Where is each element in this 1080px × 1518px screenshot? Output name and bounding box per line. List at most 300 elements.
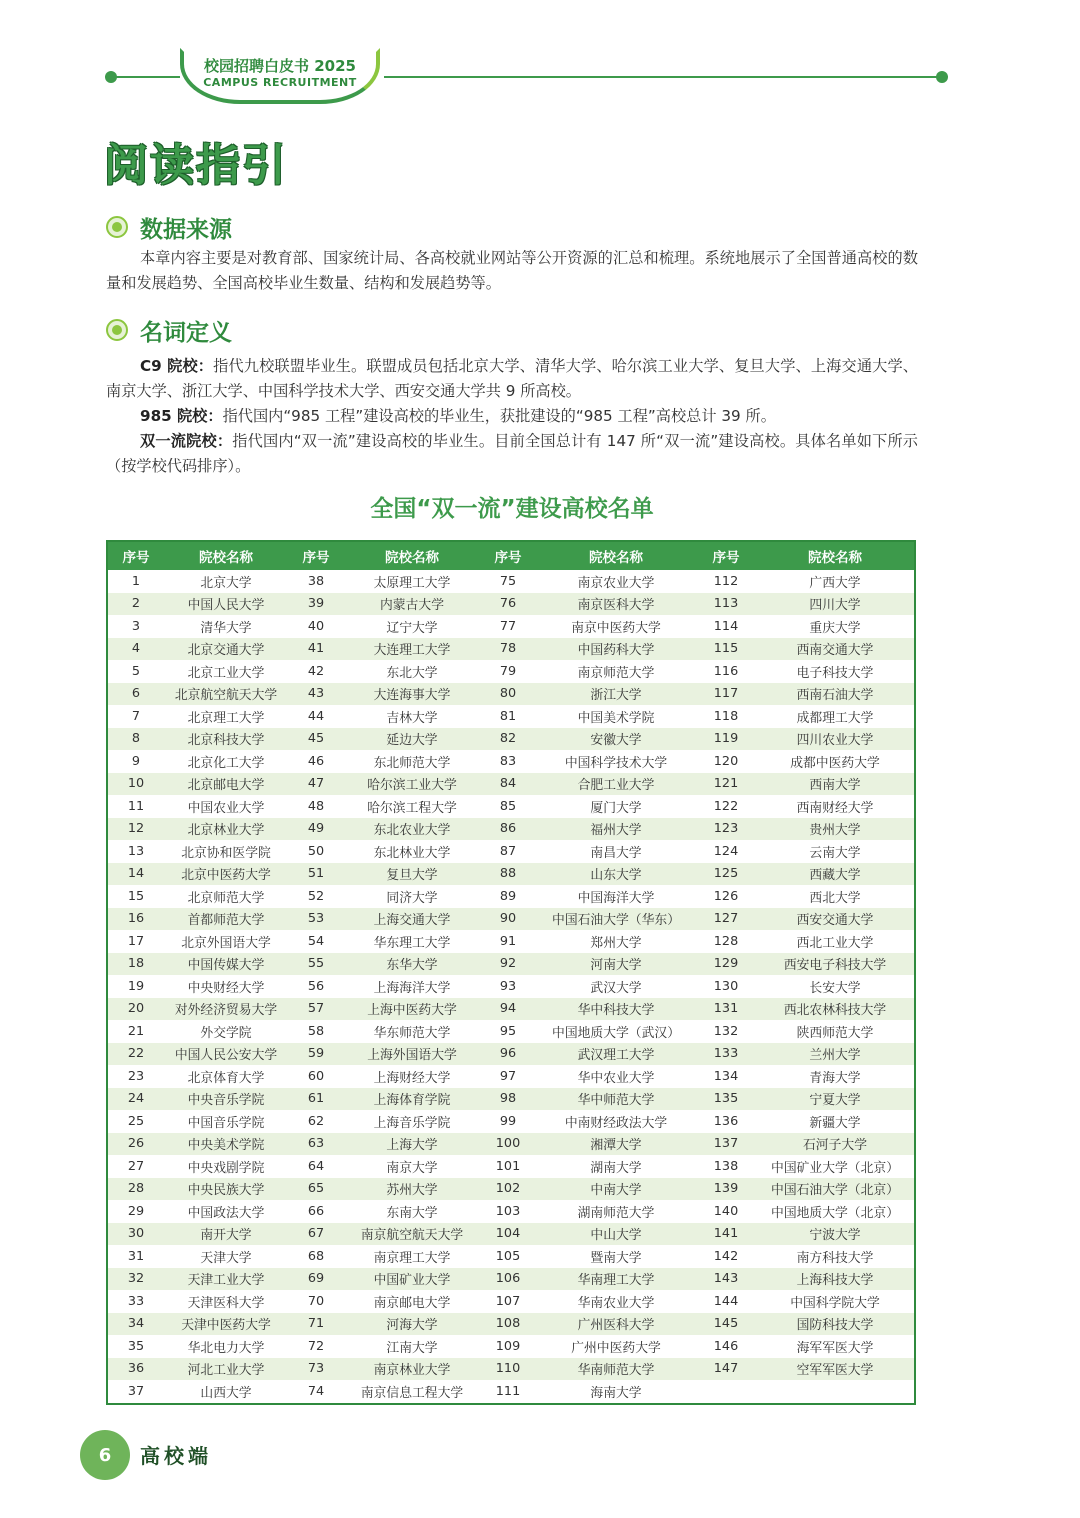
index-cell: 64 (288, 1155, 344, 1178)
school-name-cell: 南开大学 (164, 1223, 288, 1246)
school-name-cell: 清华大学 (164, 615, 288, 638)
school-name-cell: 东北林业大学 (344, 840, 480, 863)
table-row (108, 638, 914, 661)
index-cell: 69 (288, 1268, 344, 1291)
table-body (108, 570, 914, 1403)
school-name-cell: 新疆大学 (756, 1110, 914, 1133)
index-cell: 75 (480, 570, 536, 593)
school-name-cell: 北京体育大学 (164, 1065, 288, 1088)
index-cell: 97 (480, 1065, 536, 1088)
index-cell: 49 (288, 818, 344, 841)
index-cell: 140 (696, 1200, 756, 1223)
school-name-cell: 中南财经政法大学 (536, 1110, 696, 1133)
school-name-cell: 北京大学 (164, 570, 288, 593)
school-name-cell: 华南农业大学 (536, 1290, 696, 1313)
school-name-cell: 中国音乐学院 (164, 1110, 288, 1133)
index-cell: 83 (480, 750, 536, 773)
school-name-cell: 西安电子科技大学 (756, 953, 914, 976)
index-cell: 52 (288, 885, 344, 908)
index-cell: 91 (480, 930, 536, 953)
school-name-cell: 西安交通大学 (756, 908, 914, 931)
school-name-cell: 东北师范大学 (344, 750, 480, 773)
school-name-cell: 海南大学 (536, 1380, 696, 1403)
index-cell: 40 (288, 615, 344, 638)
index-cell: 16 (108, 908, 164, 931)
index-cell: 6 (108, 683, 164, 706)
bullet-circle-icon (106, 319, 128, 341)
table-row (108, 1178, 914, 1201)
school-name-cell: 南京理工大学 (344, 1245, 480, 1268)
header-school-name: 院校名称 (756, 542, 914, 570)
table-row (108, 1335, 914, 1358)
index-cell: 92 (480, 953, 536, 976)
school-name-cell: 上海财经大学 (344, 1065, 480, 1088)
index-cell: 36 (108, 1358, 164, 1381)
school-name-cell: 南京航空航天大学 (344, 1223, 480, 1246)
school-name-cell: 南京农业大学 (536, 570, 696, 593)
school-name-cell: 河北工业大学 (164, 1358, 288, 1381)
index-cell: 35 (108, 1335, 164, 1358)
school-name-cell: 宁波大学 (756, 1223, 914, 1246)
index-cell: 137 (696, 1133, 756, 1156)
index-cell: 56 (288, 975, 344, 998)
school-name-cell: 北京外国语大学 (164, 930, 288, 953)
school-name-cell: 湖南大学 (536, 1155, 696, 1178)
index-cell: 122 (696, 795, 756, 818)
table-row (108, 1358, 914, 1381)
school-name-cell: 厦门大学 (536, 795, 696, 818)
index-cell: 108 (480, 1313, 536, 1336)
table-header-row (108, 542, 914, 570)
university-table (106, 540, 916, 1405)
school-name-cell: 苏州大学 (344, 1178, 480, 1201)
index-cell: 44 (288, 705, 344, 728)
school-name-cell: 中央美术学院 (164, 1133, 288, 1156)
table-row (108, 593, 914, 616)
index-cell: 51 (288, 863, 344, 886)
index-cell: 57 (288, 998, 344, 1021)
table-row (108, 773, 914, 796)
header-line-right (384, 76, 940, 78)
definition-text: 指代国内“985 工程”建设高校的毕业生，获批建设的“985 工程”高校总计 39 所。 (222, 407, 776, 425)
school-name-cell: 北京工业大学 (164, 660, 288, 683)
table-row (108, 1200, 914, 1223)
table-row (108, 818, 914, 841)
header-badge (180, 48, 384, 106)
index-cell (696, 1380, 756, 1403)
school-name-cell: 中国美术学院 (536, 705, 696, 728)
school-name-cell: 广州中医药大学 (536, 1335, 696, 1358)
index-cell: 132 (696, 1020, 756, 1043)
table-row (108, 930, 914, 953)
table-row (108, 1245, 914, 1268)
school-name-cell: 华北电力大学 (164, 1335, 288, 1358)
header-subtitle: CAMPUS RECRUITMENT (203, 76, 357, 89)
table-row (108, 1223, 914, 1246)
page-number: 6 (98, 1444, 112, 1466)
index-cell: 84 (480, 773, 536, 796)
school-name-cell: 中央财经大学 (164, 975, 288, 998)
index-cell: 10 (108, 773, 164, 796)
index-cell: 55 (288, 953, 344, 976)
index-cell: 43 (288, 683, 344, 706)
school-name-cell: 中国政法大学 (164, 1200, 288, 1223)
header-school-name: 院校名称 (164, 542, 288, 570)
school-name-cell: 宁夏大学 (756, 1088, 914, 1111)
school-name-cell: 辽宁大学 (344, 615, 480, 638)
school-name-cell: 中国人民大学 (164, 593, 288, 616)
school-name-cell: 东华大学 (344, 953, 480, 976)
school-name-cell: 上海音乐学院 (344, 1110, 480, 1133)
school-name-cell: 华中科技大学 (536, 998, 696, 1021)
index-cell: 77 (480, 615, 536, 638)
school-name-cell: 福州大学 (536, 818, 696, 841)
index-cell: 47 (288, 773, 344, 796)
index-cell: 12 (108, 818, 164, 841)
school-name-cell: 中国海洋大学 (536, 885, 696, 908)
school-name-cell: 山东大学 (536, 863, 696, 886)
index-cell: 123 (696, 818, 756, 841)
index-cell: 96 (480, 1043, 536, 1066)
school-name-cell: 中国农业大学 (164, 795, 288, 818)
definition-c9 (106, 354, 918, 404)
index-cell: 141 (696, 1223, 756, 1246)
school-name-cell: 内蒙古大学 (344, 593, 480, 616)
school-name-cell: 天津大学 (164, 1245, 288, 1268)
index-cell: 54 (288, 930, 344, 953)
definition-text: 指代九校联盟毕业生。联盟成员包括北京大学、清华大学、哈尔滨工业大学、复旦大学、上海交通大学、南京大学、浙江大学、中国科学技术大学、西安交通大学共 9 所高校。 (106, 357, 918, 400)
index-cell: 139 (696, 1178, 756, 1201)
school-name-cell: 哈尔滨工业大学 (344, 773, 480, 796)
school-name-cell: 空军军医大学 (756, 1358, 914, 1381)
school-name-cell: 北京科技大学 (164, 728, 288, 751)
index-cell: 146 (696, 1335, 756, 1358)
index-cell: 94 (480, 998, 536, 1021)
school-name-cell: 上海外国语大学 (344, 1043, 480, 1066)
table-row (108, 1133, 914, 1156)
school-name-cell: 暨南大学 (536, 1245, 696, 1268)
header-index: 序号 (696, 542, 756, 570)
school-name-cell: 陕西师范大学 (756, 1020, 914, 1043)
section-heading: 名词定义 (140, 319, 232, 346)
index-cell: 90 (480, 908, 536, 931)
index-cell: 80 (480, 683, 536, 706)
header-dot-right (936, 71, 948, 83)
school-name-cell: 安徽大学 (536, 728, 696, 751)
index-cell: 34 (108, 1313, 164, 1336)
index-cell: 124 (696, 840, 756, 863)
school-name-cell: 北京中医药大学 (164, 863, 288, 886)
school-name-cell: 浙江大学 (536, 683, 696, 706)
index-cell: 59 (288, 1043, 344, 1066)
index-cell: 95 (480, 1020, 536, 1043)
index-cell: 18 (108, 953, 164, 976)
school-name-cell: 中国地质大学（北京） (756, 1200, 914, 1223)
school-name-cell: 江南大学 (344, 1335, 480, 1358)
index-cell: 87 (480, 840, 536, 863)
index-cell: 88 (480, 863, 536, 886)
index-cell: 100 (480, 1133, 536, 1156)
school-name-cell: 中国药科大学 (536, 638, 696, 661)
index-cell: 120 (696, 750, 756, 773)
index-cell: 2 (108, 593, 164, 616)
data-source-paragraph: 本章内容主要是对教育部、国家统计局、各高校就业网站等公开资源的汇总和梳理。系统地展示了全国普通高校的数量和发展趋势、全国高校毕业生数量、结构和发展趋势等。 (106, 249, 918, 292)
index-cell: 27 (108, 1155, 164, 1178)
page-title: 阅读指引 (104, 140, 288, 191)
index-cell: 116 (696, 660, 756, 683)
school-name-cell: 上海交通大学 (344, 908, 480, 931)
index-cell: 15 (108, 885, 164, 908)
index-cell: 32 (108, 1268, 164, 1291)
index-cell: 101 (480, 1155, 536, 1178)
header-index: 序号 (288, 542, 344, 570)
index-cell: 22 (108, 1043, 164, 1066)
index-cell: 23 (108, 1065, 164, 1088)
school-name-cell: 成都中医药大学 (756, 750, 914, 773)
index-cell: 133 (696, 1043, 756, 1066)
school-name-cell: 东北农业大学 (344, 818, 480, 841)
index-cell: 13 (108, 840, 164, 863)
index-cell: 4 (108, 638, 164, 661)
school-name-cell: 西藏大学 (756, 863, 914, 886)
index-cell: 33 (108, 1290, 164, 1313)
index-cell: 68 (288, 1245, 344, 1268)
table-row (108, 1313, 914, 1336)
header-school-name: 院校名称 (536, 542, 696, 570)
school-name-cell: 河南大学 (536, 953, 696, 976)
school-name-cell: 东南大学 (344, 1200, 480, 1223)
index-cell: 111 (480, 1380, 536, 1403)
index-cell: 109 (480, 1335, 536, 1358)
index-cell: 76 (480, 593, 536, 616)
index-cell: 89 (480, 885, 536, 908)
index-cell: 112 (696, 570, 756, 593)
school-name-cell: 石河子大学 (756, 1133, 914, 1156)
table-row (108, 1268, 914, 1291)
school-name-cell: 延边大学 (344, 728, 480, 751)
school-name-cell: 河海大学 (344, 1313, 480, 1336)
school-name-cell: 西南石油大学 (756, 683, 914, 706)
school-name-cell: 西南大学 (756, 773, 914, 796)
index-cell: 42 (288, 660, 344, 683)
school-name-cell: 电子科技大学 (756, 660, 914, 683)
index-cell: 117 (696, 683, 756, 706)
index-cell: 61 (288, 1088, 344, 1111)
table-row (108, 1110, 914, 1133)
index-cell: 119 (696, 728, 756, 751)
index-cell: 48 (288, 795, 344, 818)
bullet-circle-icon (106, 216, 128, 238)
table-row (108, 705, 914, 728)
school-name-cell: 上海海洋大学 (344, 975, 480, 998)
index-cell: 128 (696, 930, 756, 953)
table-row (108, 840, 914, 863)
school-name-cell: 长安大学 (756, 975, 914, 998)
index-cell: 105 (480, 1245, 536, 1268)
school-name-cell: 武汉理工大学 (536, 1043, 696, 1066)
school-name-cell: 北京理工大学 (164, 705, 288, 728)
table-row (108, 1088, 914, 1111)
index-cell: 99 (480, 1110, 536, 1133)
school-name-cell: 华中农业大学 (536, 1065, 696, 1088)
index-cell: 110 (480, 1358, 536, 1381)
index-cell: 93 (480, 975, 536, 998)
table-row (108, 1290, 914, 1313)
school-name-cell: 天津工业大学 (164, 1268, 288, 1291)
school-name-cell: 广西大学 (756, 570, 914, 593)
school-name-cell: 云南大学 (756, 840, 914, 863)
index-cell: 29 (108, 1200, 164, 1223)
school-name-cell: 北京交通大学 (164, 638, 288, 661)
school-name-cell: 中央戏剧学院 (164, 1155, 288, 1178)
table-row (108, 728, 914, 751)
school-name-cell: 中国地质大学（武汉） (536, 1020, 696, 1043)
index-cell: 142 (696, 1245, 756, 1268)
index-cell: 37 (108, 1380, 164, 1403)
index-cell: 65 (288, 1178, 344, 1201)
school-name-cell: 西北农林科技大学 (756, 998, 914, 1021)
table-row (108, 615, 914, 638)
school-name-cell (756, 1380, 914, 1403)
index-cell: 102 (480, 1178, 536, 1201)
index-cell: 63 (288, 1133, 344, 1156)
index-cell: 106 (480, 1268, 536, 1291)
index-cell: 82 (480, 728, 536, 751)
school-name-cell: 西南财经大学 (756, 795, 914, 818)
school-name-cell: 北京林业大学 (164, 818, 288, 841)
index-cell: 8 (108, 728, 164, 751)
index-cell: 113 (696, 593, 756, 616)
index-cell: 7 (108, 705, 164, 728)
index-cell: 71 (288, 1313, 344, 1336)
school-name-cell: 中国科学技术大学 (536, 750, 696, 773)
header-title: 校园招聘白皮书 2025 (204, 57, 356, 75)
school-name-cell: 中国人民公安大学 (164, 1043, 288, 1066)
index-cell: 79 (480, 660, 536, 683)
index-cell: 73 (288, 1358, 344, 1381)
index-cell: 70 (288, 1290, 344, 1313)
school-name-cell: 中国矿业大学（北京） (756, 1155, 914, 1178)
school-name-cell: 上海体育学院 (344, 1088, 480, 1111)
index-cell: 81 (480, 705, 536, 728)
school-name-cell: 复旦大学 (344, 863, 480, 886)
school-name-cell: 贵州大学 (756, 818, 914, 841)
school-name-cell: 同济大学 (344, 885, 480, 908)
school-name-cell: 成都理工大学 (756, 705, 914, 728)
school-name-cell: 华东理工大学 (344, 930, 480, 953)
index-cell: 45 (288, 728, 344, 751)
definition-double-first-class (106, 429, 918, 479)
index-cell: 144 (696, 1290, 756, 1313)
index-cell: 46 (288, 750, 344, 773)
index-cell: 145 (696, 1313, 756, 1336)
school-name-cell: 南京中医药大学 (536, 615, 696, 638)
school-name-cell: 华中师范大学 (536, 1088, 696, 1111)
school-name-cell: 南昌大学 (536, 840, 696, 863)
index-cell: 126 (696, 885, 756, 908)
school-name-cell: 中国科学院大学 (756, 1290, 914, 1313)
header-index: 序号 (108, 542, 164, 570)
school-name-cell: 南京林业大学 (344, 1358, 480, 1381)
index-cell: 125 (696, 863, 756, 886)
school-name-cell: 中央音乐学院 (164, 1088, 288, 1111)
table-row (108, 683, 914, 706)
school-name-cell: 南京大学 (344, 1155, 480, 1178)
page-number-badge (80, 1430, 130, 1480)
section-data-source (106, 212, 232, 242)
school-name-cell: 华南理工大学 (536, 1268, 696, 1291)
school-name-cell: 重庆大学 (756, 615, 914, 638)
school-name-cell: 南京邮电大学 (344, 1290, 480, 1313)
table-title: 全国“双一流”建设高校名单 (370, 496, 654, 522)
school-name-cell: 湖南师范大学 (536, 1200, 696, 1223)
school-name-cell: 中央民族大学 (164, 1178, 288, 1201)
table-row (108, 998, 914, 1021)
table-row (108, 1155, 914, 1178)
index-cell: 135 (696, 1088, 756, 1111)
definition-term: 985 院校： (140, 407, 223, 425)
index-cell: 131 (696, 998, 756, 1021)
index-cell: 26 (108, 1133, 164, 1156)
index-cell: 31 (108, 1245, 164, 1268)
table-row (108, 795, 914, 818)
school-name-cell: 上海科技大学 (756, 1268, 914, 1291)
school-name-cell: 北京化工大学 (164, 750, 288, 773)
definition-term: 双一流院校： (140, 432, 233, 450)
school-name-cell: 大连海事大学 (344, 683, 480, 706)
header-school-name: 院校名称 (344, 542, 480, 570)
school-name-cell: 四川农业大学 (756, 728, 914, 751)
header-index: 序号 (480, 542, 536, 570)
index-cell: 53 (288, 908, 344, 931)
definition-985 (106, 404, 918, 429)
index-cell: 28 (108, 1178, 164, 1201)
school-name-cell: 上海大学 (344, 1133, 480, 1156)
index-cell: 66 (288, 1200, 344, 1223)
index-cell: 85 (480, 795, 536, 818)
index-cell: 115 (696, 638, 756, 661)
index-cell: 130 (696, 975, 756, 998)
school-name-cell: 哈尔滨工程大学 (344, 795, 480, 818)
school-name-cell: 武汉大学 (536, 975, 696, 998)
school-name-cell: 上海中医药大学 (344, 998, 480, 1021)
school-name-cell: 对外经济贸易大学 (164, 998, 288, 1021)
school-name-cell: 中国传媒大学 (164, 953, 288, 976)
school-name-cell: 天津中医药大学 (164, 1313, 288, 1336)
table-row (108, 570, 914, 593)
index-cell: 39 (288, 593, 344, 616)
section-definitions (106, 315, 232, 345)
index-cell: 147 (696, 1358, 756, 1381)
index-cell: 107 (480, 1290, 536, 1313)
index-cell: 129 (696, 953, 756, 976)
table-row (108, 908, 914, 931)
index-cell: 86 (480, 818, 536, 841)
school-name-cell: 南方科技大学 (756, 1245, 914, 1268)
index-cell: 14 (108, 863, 164, 886)
index-cell: 121 (696, 773, 756, 796)
school-name-cell: 国防科技大学 (756, 1313, 914, 1336)
index-cell: 58 (288, 1020, 344, 1043)
definition-term: C9 院校： (140, 357, 214, 375)
table-row (108, 1065, 914, 1088)
school-name-cell: 中国矿业大学 (344, 1268, 480, 1291)
school-name-cell: 郑州大学 (536, 930, 696, 953)
index-cell: 25 (108, 1110, 164, 1133)
school-name-cell: 西北大学 (756, 885, 914, 908)
school-name-cell: 湘潭大学 (536, 1133, 696, 1156)
school-name-cell: 中山大学 (536, 1223, 696, 1246)
